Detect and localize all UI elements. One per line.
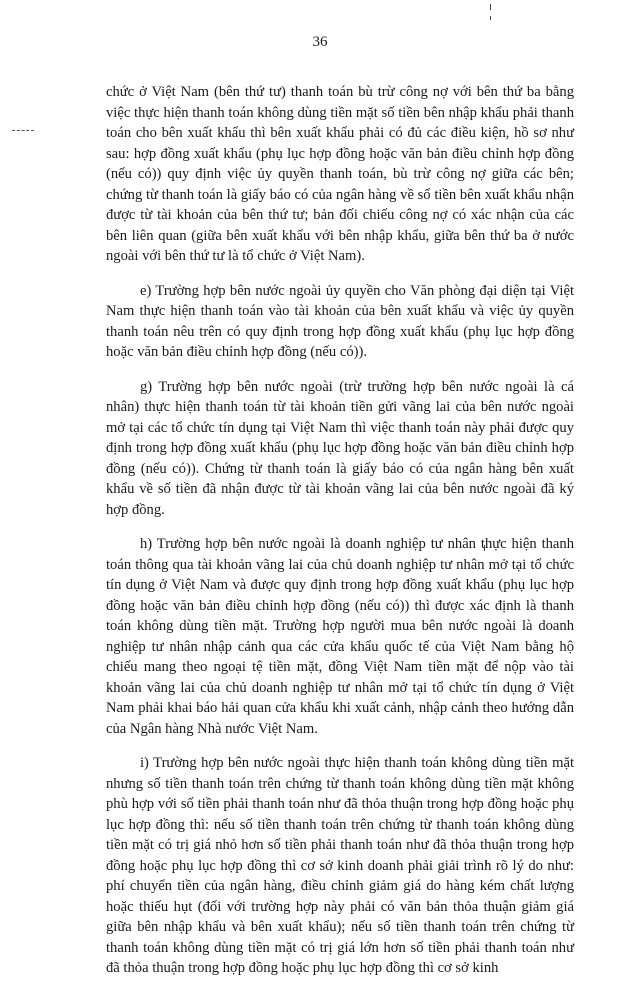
- paragraph-g: g) Trường hợp bên nước ngoài (trừ trường hợp bên nước ngoài là cá nhân) thực hiện thanh toán từ tài khoản tiền gửi vãng lai của bên nước ngoài mở tại các tổ chức tín dụng tại Việt Nam thì việc thanh toán này phải được quy định trong hợp đồng xuất khẩu (phụ lục hợp đồng hoặc văn bản điều chỉnh hợp đồng (nếu có)). Chứng từ thanh toán là giấy báo có của ngân hàng bên xuất khẩu về số tiền đã nhận được từ tài khoản vãng lai của bên nước ngoài đã ký hợp đồng.: [106, 378, 574, 518]
- paragraph-h: h) Trường hợp bên nước ngoài là doanh nghiệp tư nhân thực hiện thanh toán thông qua tài khoản vãng lai của chủ doanh nghiệp tư nhân mở tại tổ chức tín dụng ở Việt Nam và được quy định trong hợp đồng xuất khẩu (phụ lục hợp đồng hoặc văn bản điều chỉnh hợp đồng (nếu có)) thì được xác định là thanh toán không dùng tiền mặt. Trường hợp người mua bên nước ngoài là doanh nghiệp tư nhân nhập cảnh qua các cửa khẩu quốc tế của Việt Nam bằng hộ chiếu mang theo ngoại tệ tiền mặt, đồng Việt Nam tiền mặt để nộp vào tài khoản vãng lai của chủ doanh nghiệp tư nhân mở tại tổ chức tín dụng ở Việt Nam phải khai báo hải quan cửa khẩu khi xuất cảnh, nhập cảnh theo hướng dẫn của Ngân hàng Nhà nước Việt Nam.: [106, 536, 574, 737]
- scan-artifact-mark: [490, 16, 491, 20]
- page-number: 36: [312, 34, 328, 50]
- margin-dash-mark: [12, 130, 34, 131]
- paragraph-continuation: chức ở Việt Nam (bên thứ tư) thanh toán bù trừ công nợ với bên thứ ba bằng việc thực hiện thanh toán không dùng tiền mặt số tiền bên nhập khẩu phải thanh toán cho bên xuất khẩu thì bên xuất khẩu phải có đủ các điều kiện, hồ sơ như sau: hợp đồng xuất khẩu (phụ lục hợp đồng hoặc văn bản điều chỉnh hợp đồng (nếu có)) quy định việc ủy quyền thanh toán, bù trừ công nợ giữa các bên; chứng từ thanh toán là giấy báo có của ngân hàng về số tiền bên xuất khẩu nhận được từ tài khoản của bên thứ tư; bản đối chiếu công nợ có xác nhận của các bên liên quan (giữa bên xuất khẩu với bên nhập khẩu, giữa bên thứ ba ở nước ngoài với bên thứ tư là tổ chức ở Việt Nam).: [106, 84, 574, 264]
- paragraph-i: i) Trường hợp bên nước ngoài thực hiện thanh toán không dùng tiền mặt nhưng số tiền thanh toán trên chứng từ thanh toán không dùng tiền mặt không phù hợp với số tiền phải thanh toán như đã thỏa thuận trong hợp đồng hoặc phụ lục hợp đồng thì: nếu số tiền thanh toán trên chứng từ thanh toán không dùng tiền mặt có trị giá nhỏ hơn số tiền phải thanh toán như đã thỏa thuận trong hợp đồng hoặc phụ lục hợp đồng thì cơ sở kinh doanh phải giải trình rõ lý do như: phí chuyển tiền của ngân hàng, điều chỉnh giảm giá do hàng kém chất lượng hoặc thiếu hụt (đối với trường hợp này phải có văn bản thỏa thuận giảm giá giữa bên nhập khẩu và bên xuất khẩu); nếu số tiền thanh toán trên chứng từ thanh toán không dùng tiền mặt có trị giá lớn hơn số tiền phải thanh toán như đã thỏa thuận trong hợp đồng hoặc phụ lục hợp đồng thì cơ sở kinh: [106, 755, 574, 976]
- scan-artifact-mark: [490, 4, 491, 10]
- document-body: [106, 82, 574, 993]
- paragraph-e: e) Trường hợp bên nước ngoài ủy quyền cho Văn phòng đại diện tại Việt Nam thực hiện thanh toán vào tài khoản của bên xuất khẩu và việc ủy quyền thanh toán nêu trên có quy định trong hợp đồng xuất khẩu (phụ lục hợp đồng hoặc văn bản điều chỉnh hợp đồng (nếu có)).: [106, 282, 574, 360]
